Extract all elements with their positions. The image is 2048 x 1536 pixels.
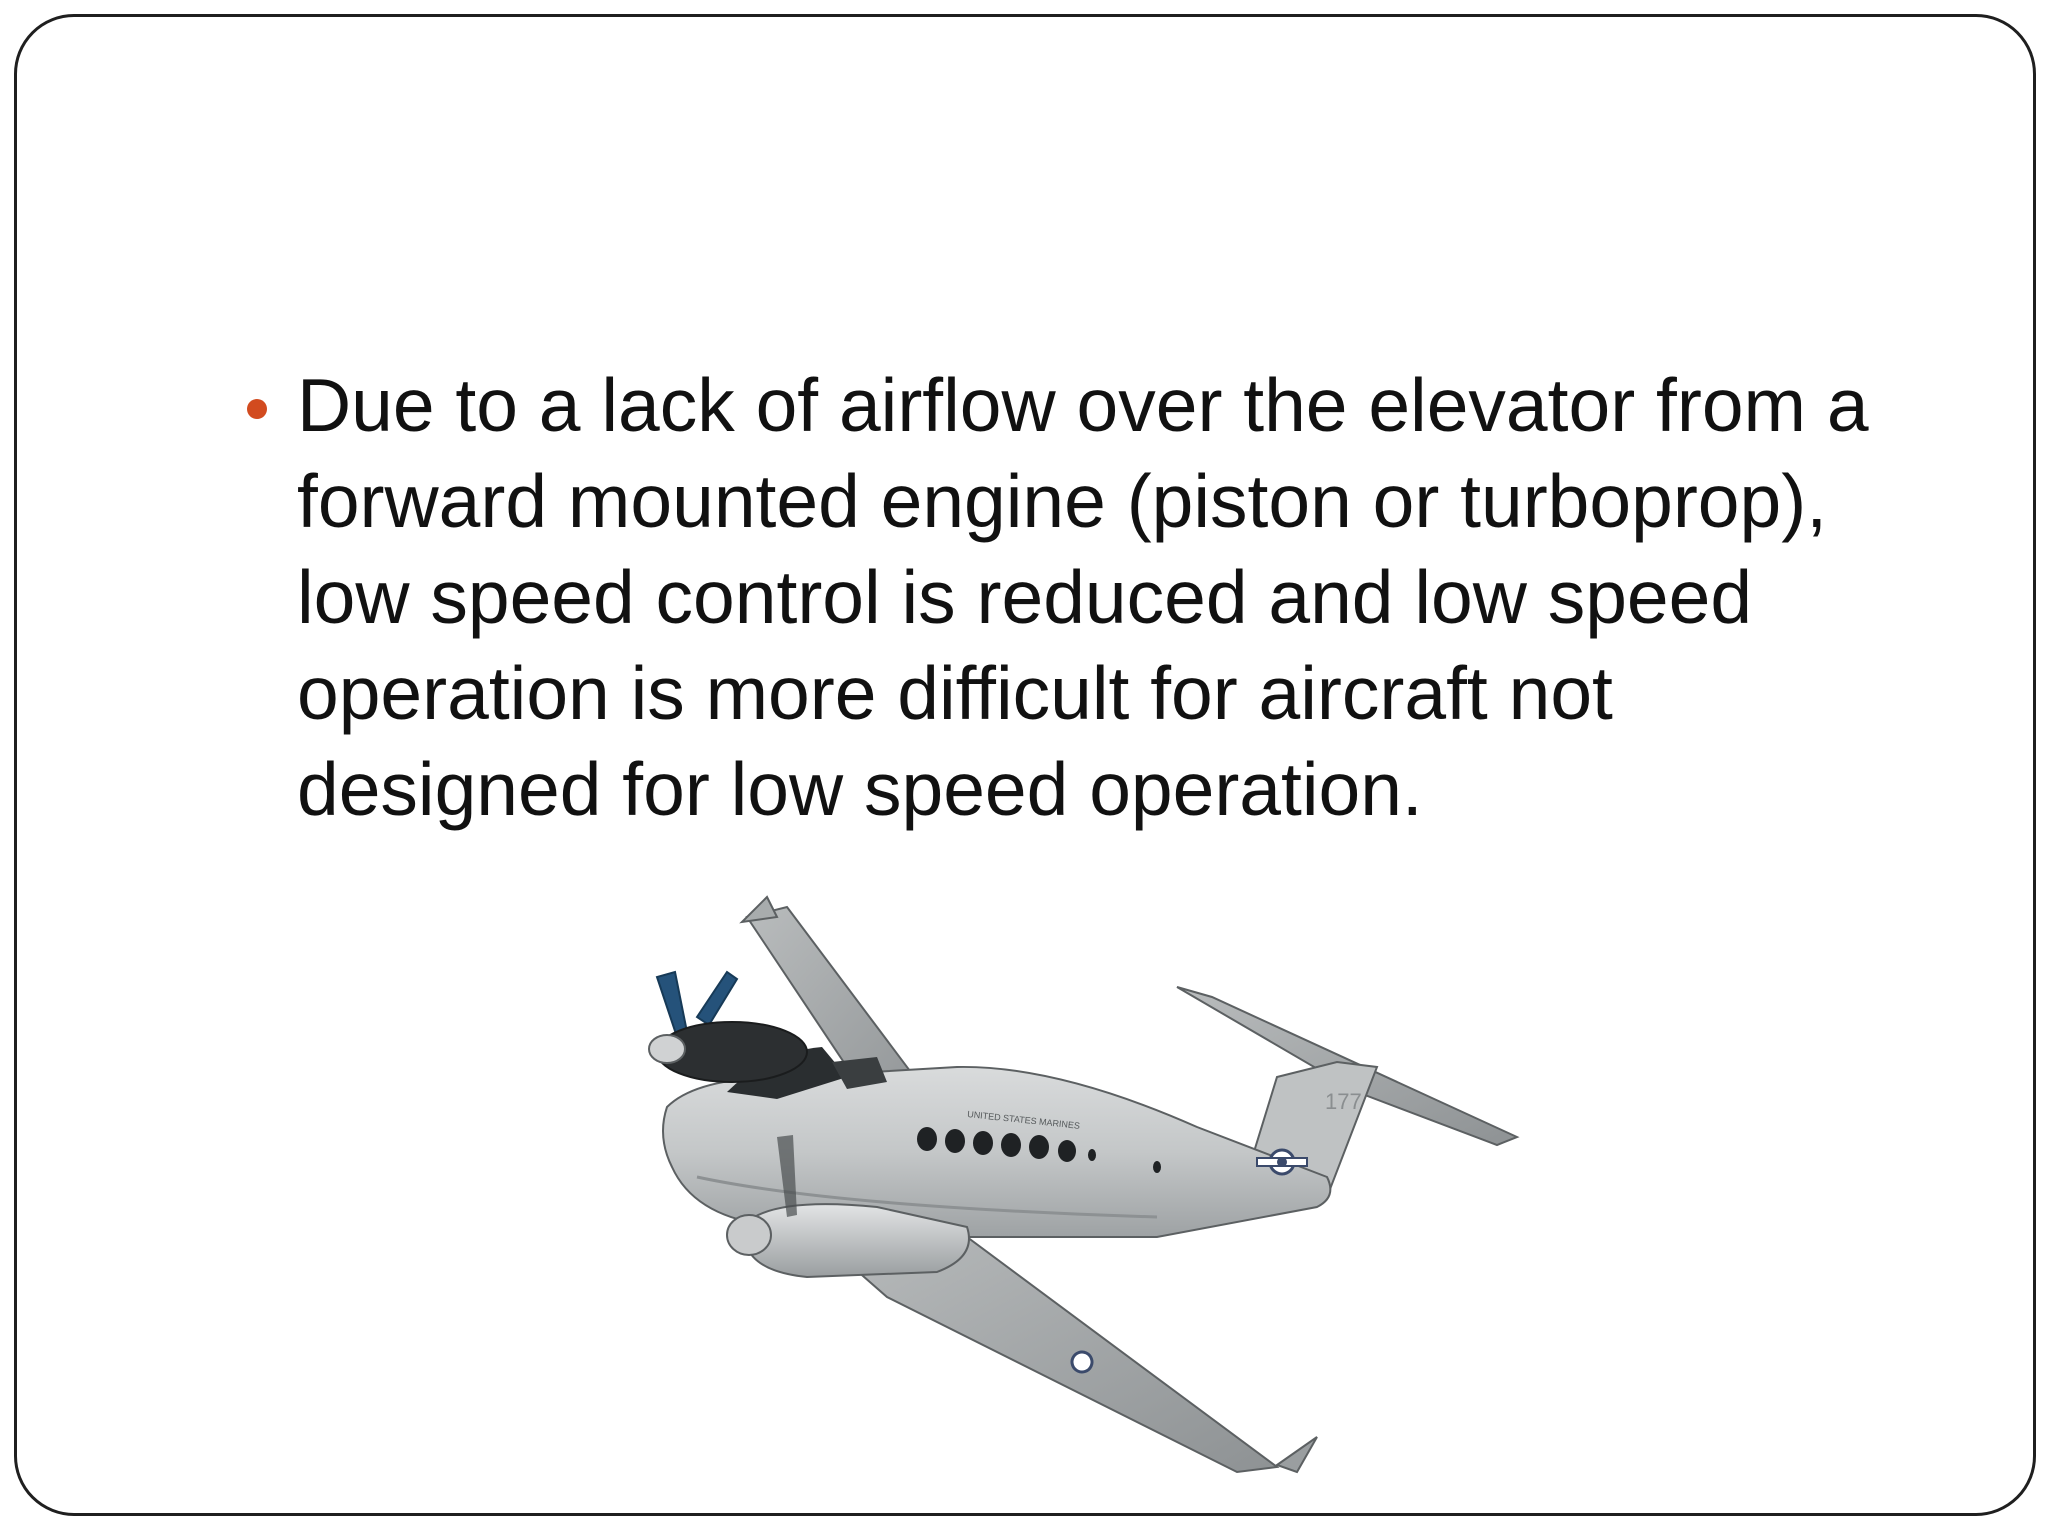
slide-content [237,357,1937,837]
propeller-upper [657,972,687,1037]
aircraft-image [637,877,1557,1497]
bullet-item [237,357,1937,837]
tail-number: 177 [1325,1089,1362,1114]
slide [14,14,2036,1516]
fuselage-marking: UNITED STATES MARINES [966,1109,1081,1131]
bullet-icon [247,399,267,419]
bullet-text: Due to a lack of airflow over the elevator from a forward mounted engine (piston or turboprop), low speed control is reduced and low speed operation is more difficult for aircraft not designed for low speed operation. [297,363,1869,831]
